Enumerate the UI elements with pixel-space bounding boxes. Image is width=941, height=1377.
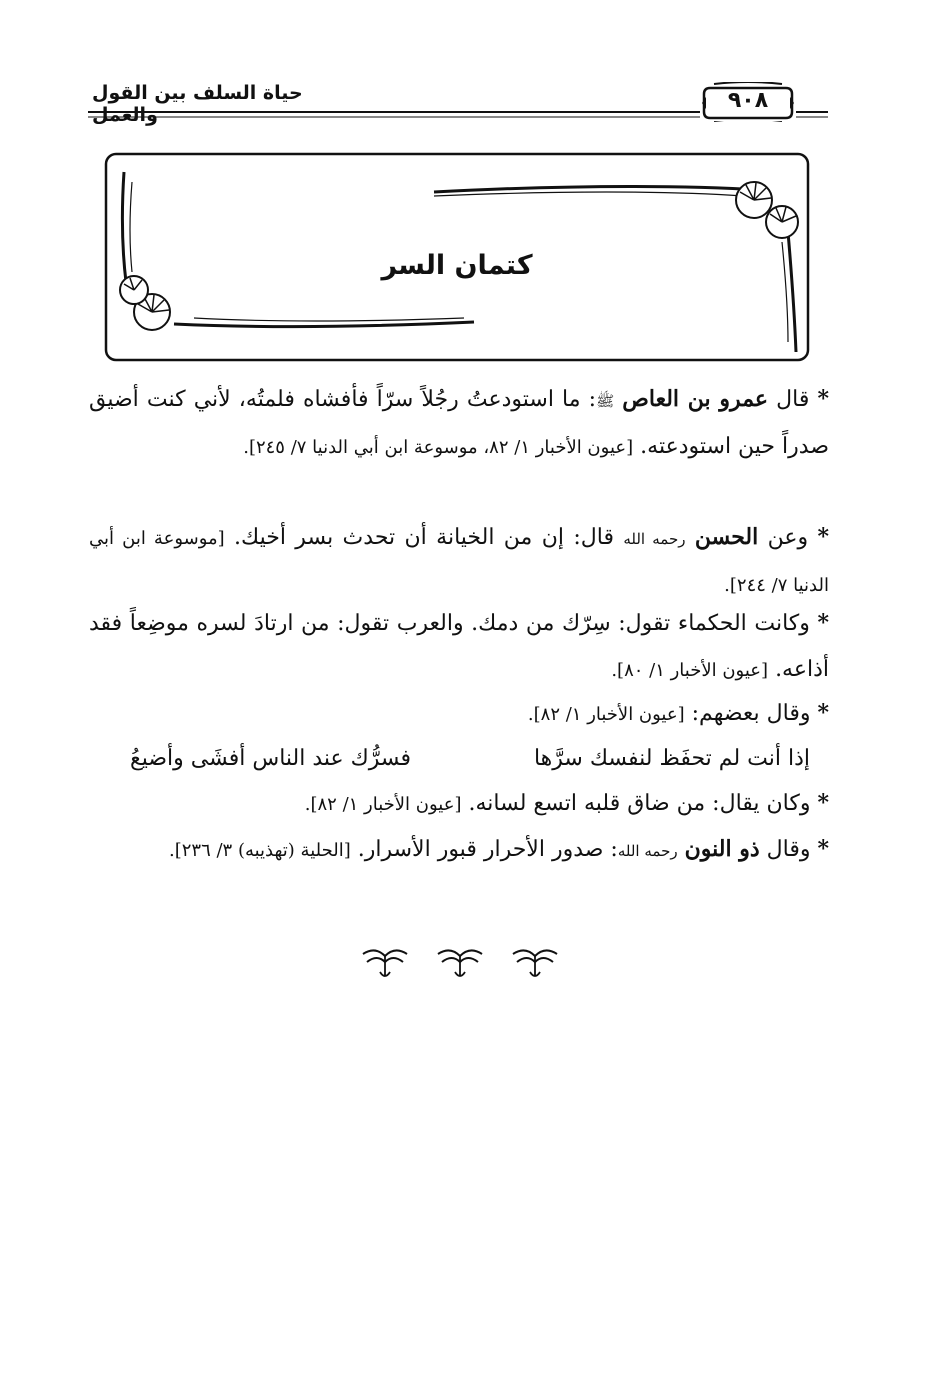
bullet: *	[817, 610, 829, 636]
person-name: ذو النون	[684, 836, 760, 862]
lead-word: وعن	[767, 525, 809, 550]
fleuron-icon	[363, 950, 407, 976]
bullet: *	[817, 836, 829, 862]
verse-first-hemistich: إذا أنت لم تحفَظ لنفسك سرَّها	[533, 746, 810, 771]
poetry-verse	[130, 736, 810, 782]
fleuron-icon	[513, 950, 557, 976]
page-number: ٩٠٨	[727, 88, 769, 113]
quote-text: : ما استودعتُ رجُلاً سرّاً فأفشاه فلمتُه، لأني كنت أضيق صدراً حين استودعته.	[89, 387, 829, 459]
quote-text: وقال بعضهم:	[691, 701, 811, 726]
honorific: رحمه الله	[617, 842, 678, 860]
citation: [الحلية (تهذيبه) ٣/ ٢٣٦].	[168, 840, 351, 861]
running-header-title: حياة السلف بين القول والعمل	[92, 82, 303, 126]
citation: [عيون الأخبار ١/ ٨٠].	[611, 660, 769, 681]
quote-text: قال: إن من الخيانة أن تحدث بسر أخيك.	[234, 525, 614, 550]
lead-word: قال	[776, 387, 810, 412]
lead-word: وقال	[766, 837, 811, 862]
paragraph-amr	[89, 376, 829, 471]
honorific: رحمه الله	[623, 530, 686, 548]
bullet: *	[817, 790, 829, 816]
quote-text: وكان يقال: من ضاق قلبه اتسع لسانه.	[468, 791, 811, 816]
paragraph-yuqal	[89, 780, 829, 828]
honorific: ﷺ	[596, 392, 615, 410]
person-name: عمرو بن العاص	[622, 386, 769, 412]
fleuron-icon	[438, 950, 482, 976]
citation: [عيون الأخبار ١/ ٨٢، موسوعة ابن أبي الدنيا ٧/ ٢٤٥].	[243, 437, 634, 458]
shell-icon-top-right	[736, 182, 798, 238]
section-title: كتمان السر	[381, 250, 533, 281]
paragraph-badhuhum	[89, 690, 829, 738]
section-end-ornaments	[355, 942, 565, 982]
bullet: *	[817, 386, 829, 412]
bullet: *	[817, 700, 829, 726]
paragraph-hukama	[89, 600, 829, 694]
person-name: الحسن	[694, 524, 759, 550]
citation: [عيون الأخبار ١/ ٨٢].	[527, 704, 685, 725]
quote-text: : صدور الأحرار قبور الأسرار.	[357, 837, 618, 862]
paragraph-dhun-nun	[89, 826, 829, 874]
verse-second-hemistich: فسرُّك عند الناس أفشَى وأضيعُ	[130, 746, 412, 771]
citation: [عيون الأخبار ١/ ٨٢].	[304, 794, 462, 815]
bullet: *	[817, 524, 829, 550]
paragraph-hasan	[89, 514, 829, 609]
quote-text: وكانت الحكماء تقول: سِرّك من دمك. والعرب تقول: من ارتادَ لسره موضِعاً فقد أذاعه.	[89, 611, 829, 682]
citation: [موسوعة ابن أبي الدنيا ٧/ ٢٤٤].	[89, 528, 829, 596]
shell-icon-bottom-left	[120, 276, 170, 330]
